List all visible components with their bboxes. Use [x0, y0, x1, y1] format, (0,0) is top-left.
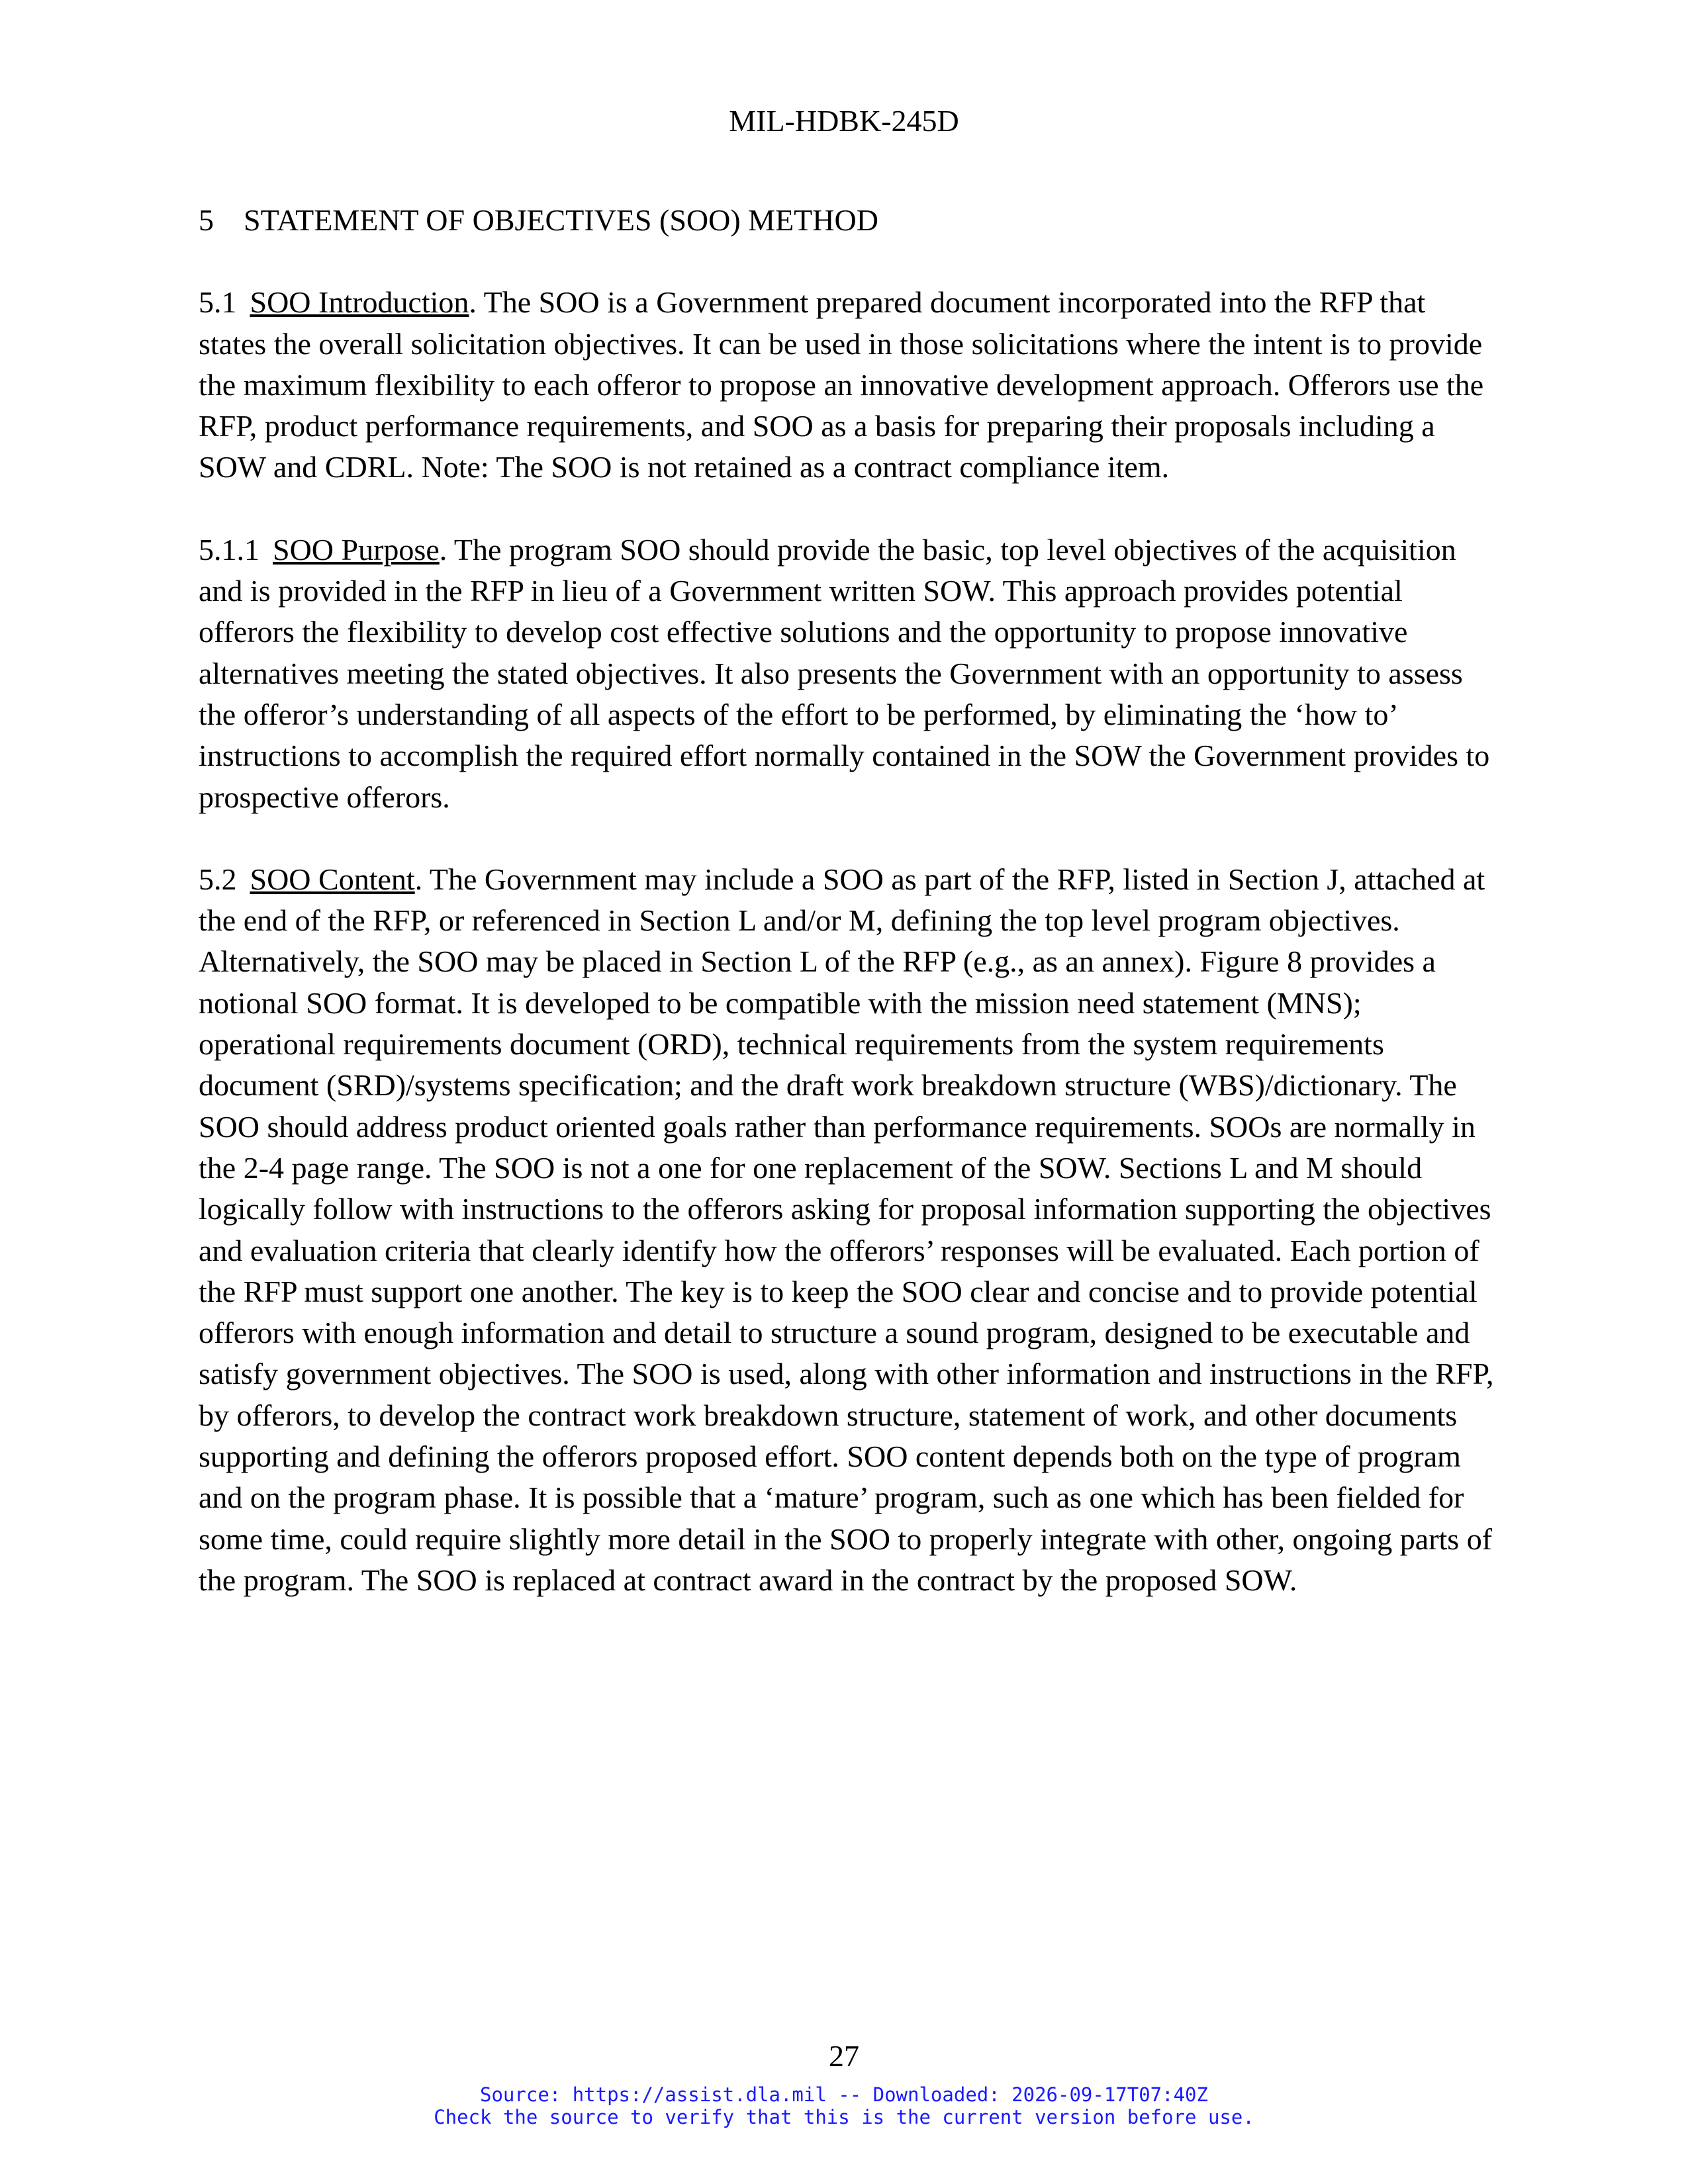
section-number: 5: [199, 203, 214, 237]
source-line: Source: https://assist.dla.mil -- Downloaded: 2026-09-17T07:40Z: [480, 2083, 1208, 2106]
paragraph-body: . The Government may include a SOO as part of the RFP, listed in Section J, attached at the end of the RFP, or referenced in Section L and/or M, defining the top level program objectives. Alternatively, the SOO may be placed in Section L of the RFP (e.g., as an annex). Figure 8 provides a notional SOO format. It is developed to be compatible with the mission need statement (MNS); operational requirements document (ORD), technical requirements from the system requirements document (SRD)/systems specification; and the draft work breakdown structure (WBS)/dictionary. The SOO should address product oriented goals rather than performance requirements. SOOs are normally in the 2-4 page range. The SOO is not a one for one replacement of the SOW. Sections L and M should logically follow with instructions to the offerors asking for proposal information supporting the objectives and evaluation criteria that clearly identify how the offerors’ responses will be evaluated. Each portion of the RFP must support one another. The key is to keep the SOO clear and concise and to provide potential offerors with enough information and detail to structure a sound program, designed to be executable and satisfy government objectives. The SOO is used, along with other information and instructions in the RFP, by offerors, to develop the contract work breakdown structure, statement of work, and other documents supporting and defining the offerors proposed effort. SOO content depends both on the type of program and on the program phase. It is possible that a ‘mature’ program, such as one which has been fielded for some time, could require slightly more detail in the SOO to properly integrate with other, ongoing parts of the program. The SOO is replaced at contract award in the contract by the proposed SOW.: [199, 862, 1494, 1597]
paragraph-number: 5.1: [199, 285, 237, 320]
paragraph-title: SOO Introduction: [250, 285, 469, 320]
document-id-header: MIL-HDBK-245D: [729, 104, 959, 138]
section-heading: [199, 200, 1496, 241]
section-title: STATEMENT OF OBJECTIVES (SOO) METHOD: [244, 203, 878, 237]
paragraph-number: 5.2: [199, 862, 237, 896]
verify-line: Check the source to verify that this is the current version before use.: [434, 2106, 1254, 2128]
page-content: [199, 200, 1496, 1642]
paragraph-soo-purpose: [199, 529, 1496, 818]
paragraph-soo-content: [199, 859, 1496, 1601]
paragraph-body: . The program SOO should provide the basic, top level objectives of the acquisition and is provided in the RFP in lieu of a Government written SOW. This approach provides potential offerors the flexibility to develop cost effective solutions and the opportunity to propose innovative alternatives meeting the stated objectives. It also presents the Government with an opportunity to assess the offeror’s understanding of all aspects of the effort to be performed, by eliminating the ‘how to’ instructions to accomplish the required effort normally contained in the SOW the Government provides to prospective offerors.: [199, 532, 1490, 814]
page-number: 27: [829, 2039, 859, 2073]
source-notice: [0, 2083, 1688, 2128]
paragraph-body: . The SOO is a Government prepared document incorporated into the RFP that states the overall solicitation objectives. It can be used in those solicitations where the intent is to provide the maximum flexibility to each offeror to propose an innovative development approach. Offerors use the RFP, product performance requirements, and SOO as a basis for preparing their proposals including a SOW and CDRL. Note: The SOO is not retained as a contract compliance item.: [199, 285, 1484, 484]
paragraph-soo-introduction: [199, 282, 1496, 488]
paragraph-number: 5.1.1: [199, 532, 259, 567]
paragraph-title: SOO Purpose: [273, 532, 440, 567]
paragraph-title: SOO Content: [250, 862, 415, 896]
